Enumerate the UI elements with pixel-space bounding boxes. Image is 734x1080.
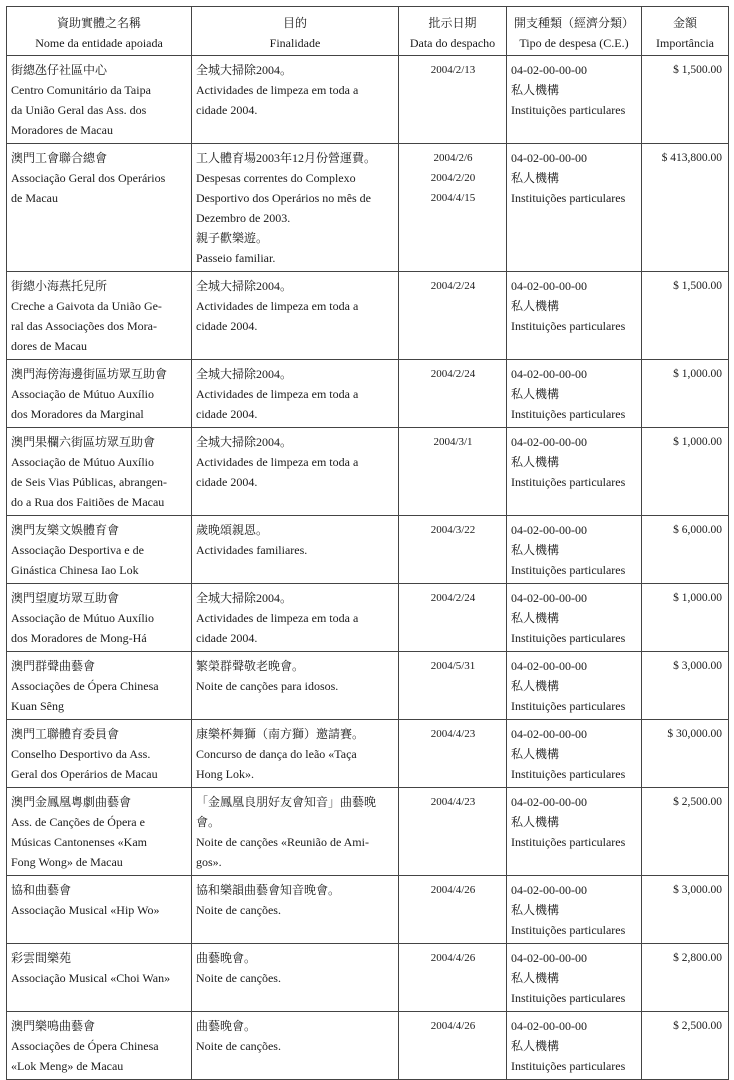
expense-type-line: 04-02-00-00-00 [511, 795, 587, 809]
entity-cell [7, 360, 192, 428]
entity-line: 彩雲間樂苑 [11, 951, 72, 965]
entity-line: 街總氹仔社區中心 [11, 63, 108, 77]
expense-type-cell [507, 788, 642, 876]
expense-type-line: Instituições particulares [511, 563, 626, 577]
purpose-cell [192, 360, 399, 428]
table-body [7, 56, 729, 1080]
amount-value: $ 3,000.00 [673, 660, 722, 672]
purpose-line: 曲藝晚會。 [196, 951, 257, 965]
purpose-line: Dezembro de 2003. [196, 211, 291, 225]
amount-value: $ 1,000.00 [673, 592, 722, 604]
expense-type-cell [507, 652, 642, 720]
entity-cell [7, 944, 192, 1012]
date-line: 2004/2/24 [430, 368, 476, 380]
expense-type-line: 私人機構 [511, 747, 560, 761]
amount-cell [642, 144, 729, 272]
expense-type-cell [507, 876, 642, 944]
expense-type-cell [507, 584, 642, 652]
table-row [7, 56, 729, 144]
purpose-line: 協和樂韻曲藝會知音晚會。 [196, 883, 341, 897]
entity-line: Associação de Mútuo Auxílio [11, 455, 154, 469]
expense-type-cell [507, 144, 642, 272]
expense-type-line: 04-02-00-00-00 [511, 951, 587, 965]
table-row [7, 652, 729, 720]
date-cell [399, 876, 507, 944]
expense-type-line: 私人機構 [511, 1039, 560, 1053]
purpose-cell [192, 652, 399, 720]
table-row [7, 876, 729, 944]
amount-cell [642, 788, 729, 876]
expense-type-line: 私人機構 [511, 83, 560, 97]
entity-cell [7, 720, 192, 788]
entity-cell [7, 584, 192, 652]
table-row [7, 428, 729, 516]
purpose-line: Actividades de limpeza em toda a [196, 387, 359, 401]
subsidy-table [6, 6, 729, 1080]
entity-line: Associação Musical «Choi Wan» [11, 971, 171, 985]
date-line: 2004/4/26 [430, 952, 476, 964]
purpose-cell [192, 720, 399, 788]
amount-value: $ 1,500.00 [673, 280, 722, 292]
table-row [7, 788, 729, 876]
entity-line: 澳門友樂文娛體育會 [11, 523, 120, 537]
entity-line: 澳門樂鳴曲藝會 [11, 1019, 96, 1033]
entity-cell [7, 272, 192, 360]
amount-cell [642, 944, 729, 1012]
expense-type-line: 私人機構 [511, 679, 560, 693]
header-date: 批示日期 Data do despacho [399, 7, 507, 56]
date-line: 2004/4/23 [430, 796, 476, 808]
purpose-cell [192, 272, 399, 360]
entity-cell [7, 428, 192, 516]
entity-cell [7, 788, 192, 876]
expense-type-line: 私人機構 [511, 903, 560, 917]
expense-type-line: Instituições particulares [511, 699, 626, 713]
header-expense-type: 開支種類（經濟分類） Tipo de despesa (C.E.) [507, 7, 642, 56]
date-line: 2004/2/24 [430, 280, 476, 292]
expense-type-line: 私人機構 [511, 387, 560, 401]
expense-type-line: Instituições particulares [511, 103, 626, 117]
table-row [7, 272, 729, 360]
expense-type-line: 04-02-00-00-00 [511, 727, 587, 741]
purpose-line: Noite de canções. [196, 903, 281, 917]
date-line: 2004/4/23 [430, 728, 476, 740]
purpose-line: 歲晚頌親恩。 [196, 523, 269, 537]
date-line: 2004/2/6 [433, 152, 473, 164]
amount-value: $ 2,500.00 [673, 796, 722, 808]
entity-line: da União Geral das Ass. dos [11, 103, 147, 117]
table-row [7, 944, 729, 1012]
entity-line: Fong Wong» de Macau [11, 855, 123, 869]
expense-type-cell [507, 1012, 642, 1080]
table-row [7, 584, 729, 652]
amount-cell [642, 876, 729, 944]
expense-type-line: Instituições particulares [511, 835, 626, 849]
purpose-line: Actividades de limpeza em toda a [196, 611, 359, 625]
amount-cell [642, 516, 729, 584]
purpose-line: 親子歡樂遊。 [196, 231, 269, 245]
date-line: 2004/2/24 [430, 592, 476, 604]
entity-line: Centro Comunitário da Taipa [11, 83, 151, 97]
purpose-line: 會。 [196, 815, 221, 829]
purpose-line: 曲藝晚會。 [196, 1019, 257, 1033]
expense-type-line: 04-02-00-00-00 [511, 523, 587, 537]
entity-line: Associação de Mútuo Auxílio [11, 387, 154, 401]
expense-type-line: 私人機構 [511, 299, 560, 313]
header-purpose: 目的 Finalidade [192, 7, 399, 56]
purpose-line: 康樂杯舞獅（南方獅）邀請賽。 [196, 727, 365, 741]
table-row [7, 720, 729, 788]
date-line: 2004/2/20 [430, 172, 476, 184]
purpose-line: cidade 2004. [196, 407, 258, 421]
date-line: 2004/4/15 [430, 192, 476, 204]
date-line: 2004/3/1 [433, 436, 473, 448]
expense-type-line: Instituições particulares [511, 923, 626, 937]
expense-type-line: Instituições particulares [511, 319, 626, 333]
purpose-line: Noite de canções «Reunião de Ami- [196, 835, 369, 849]
date-line: 2004/2/13 [430, 64, 476, 76]
expense-type-line: 04-02-00-00-00 [511, 1019, 587, 1033]
entity-cell [7, 56, 192, 144]
expense-type-line: 04-02-00-00-00 [511, 367, 587, 381]
entity-line: 澳門望廈坊眾互助會 [11, 591, 120, 605]
expense-type-line: Instituições particulares [511, 475, 626, 489]
date-cell [399, 788, 507, 876]
purpose-cell [192, 584, 399, 652]
entity-line: Associações de Ópera Chinesa [11, 1039, 159, 1053]
entity-line: 澳門工會聯合總會 [11, 151, 108, 165]
entity-cell [7, 1012, 192, 1080]
entity-line: 街總小海燕托兒所 [11, 279, 108, 293]
amount-value: $ 2,500.00 [673, 1020, 722, 1032]
purpose-line: Hong Lok». [196, 767, 254, 781]
purpose-line: 全城大掃除2004。 [196, 435, 293, 449]
amount-value: $ 413,800.00 [661, 152, 722, 164]
entity-cell [7, 876, 192, 944]
purpose-line: 工人體育場2003年12月份營運費。 [196, 151, 377, 165]
date-cell [399, 720, 507, 788]
date-cell [399, 272, 507, 360]
amount-cell [642, 428, 729, 516]
entity-line: «Lok Meng» de Macau [11, 1059, 124, 1073]
entity-line: dos Moradores de Mong-Há [11, 631, 147, 645]
expense-type-line: 私人機構 [511, 543, 560, 557]
amount-value: $ 1,500.00 [673, 64, 722, 76]
expense-type-line: 04-02-00-00-00 [511, 279, 587, 293]
purpose-cell [192, 788, 399, 876]
entity-line: Ass. de Canções de Ópera e [11, 815, 145, 829]
table-row [7, 1012, 729, 1080]
purpose-line: gos». [196, 855, 222, 869]
purpose-line: 全城大掃除2004。 [196, 279, 293, 293]
entity-cell [7, 144, 192, 272]
amount-value: $ 3,000.00 [673, 884, 722, 896]
amount-cell [642, 584, 729, 652]
entity-line: Músicas Cantonenses «Kam [11, 835, 147, 849]
purpose-line: Actividades de limpeza em toda a [196, 83, 359, 97]
entity-line: de Seis Vias Públicas, abrangen- [11, 475, 168, 489]
header-entity: 資助實體之名稱 Nome da entidade apoiada [7, 7, 192, 56]
entity-line: dos Moradores da Marginal [11, 407, 144, 421]
purpose-line: 全城大掃除2004。 [196, 591, 293, 605]
expense-type-cell [507, 428, 642, 516]
entity-line: 澳門工聯體育委員會 [11, 727, 120, 741]
expense-type-cell [507, 56, 642, 144]
expense-type-line: 私人機構 [511, 611, 560, 625]
date-cell [399, 56, 507, 144]
expense-type-line: Instituições particulares [511, 991, 626, 1005]
purpose-line: cidade 2004. [196, 319, 258, 333]
entity-line: 澳門果欄六街區坊眾互助會 [11, 435, 156, 449]
expense-type-line: 04-02-00-00-00 [511, 151, 587, 165]
entity-line: ral das Associações dos Mora- [11, 319, 157, 333]
entity-line: 澳門金鳳凰粵劇曲藝會 [11, 795, 132, 809]
table-row [7, 144, 729, 272]
header-row [7, 7, 729, 56]
purpose-line: 全城大掃除2004。 [196, 63, 293, 77]
date-cell [399, 944, 507, 1012]
entity-line: 澳門海傍海邊街區坊眾互助會 [11, 367, 168, 381]
entity-line: Conselho Desportivo da Ass. [11, 747, 151, 761]
entity-line: 協和曲藝會 [11, 883, 72, 897]
purpose-line: Despesas correntes do Complexo [196, 171, 356, 185]
entity-line: dores de Macau [11, 339, 87, 353]
entity-line: Associações de Ópera Chinesa [11, 679, 159, 693]
date-cell [399, 652, 507, 720]
date-cell [399, 1012, 507, 1080]
entity-cell [7, 652, 192, 720]
entity-line: Moradores de Macau [11, 123, 113, 137]
expense-type-line: 04-02-00-00-00 [511, 883, 587, 897]
expense-type-cell [507, 360, 642, 428]
purpose-line: Desportivo dos Operários no mês de [196, 191, 371, 205]
expense-type-line: 私人機構 [511, 171, 560, 185]
purpose-cell [192, 1012, 399, 1080]
entity-line: de Macau [11, 191, 58, 205]
purpose-line: cidade 2004. [196, 103, 258, 117]
expense-type-line: Instituições particulares [511, 1059, 626, 1073]
entity-line: Associação Musical «Hip Wo» [11, 903, 160, 917]
amount-cell [642, 272, 729, 360]
entity-line: Associação Geral dos Operários [11, 171, 166, 185]
purpose-line: cidade 2004. [196, 475, 258, 489]
amount-cell [642, 1012, 729, 1080]
purpose-line: cidade 2004. [196, 631, 258, 645]
expense-type-line: Instituições particulares [511, 767, 626, 781]
header-amount: 金額 Importância [642, 7, 729, 56]
purpose-cell [192, 516, 399, 584]
amount-value: $ 30,000.00 [667, 728, 722, 740]
expense-type-cell [507, 272, 642, 360]
table-row [7, 360, 729, 428]
date-cell [399, 428, 507, 516]
amount-value: $ 1,000.00 [673, 368, 722, 380]
purpose-cell [192, 144, 399, 272]
expense-type-line: 04-02-00-00-00 [511, 63, 587, 77]
purpose-line: Concurso de dança do leão «Taça [196, 747, 357, 761]
expense-type-line: 04-02-00-00-00 [511, 659, 587, 673]
purpose-line: Actividades de limpeza em toda a [196, 455, 359, 469]
date-line: 2004/4/26 [430, 1020, 476, 1032]
purpose-line: 「金鳳凰良朋好友會知音」曲藝晚 [196, 795, 377, 809]
expense-type-line: 私人機構 [511, 815, 560, 829]
expense-type-cell [507, 720, 642, 788]
amount-value: $ 2,800.00 [673, 952, 722, 964]
expense-type-line: Instituições particulares [511, 191, 626, 205]
entity-line: Associação Desportiva e de [11, 543, 144, 557]
purpose-line: Actividades de limpeza em toda a [196, 299, 359, 313]
date-cell [399, 584, 507, 652]
date-cell [399, 144, 507, 272]
amount-cell [642, 360, 729, 428]
expense-type-line: 04-02-00-00-00 [511, 435, 587, 449]
expense-type-line: 04-02-00-00-00 [511, 591, 587, 605]
date-line: 2004/3/22 [430, 524, 476, 536]
expense-type-line: 私人機構 [511, 455, 560, 469]
amount-cell [642, 56, 729, 144]
expense-type-line: 私人機構 [511, 971, 560, 985]
date-line: 2004/4/26 [430, 884, 476, 896]
purpose-line: Noite de canções. [196, 971, 281, 985]
entity-line: Associação de Mútuo Auxílio [11, 611, 154, 625]
expense-type-line: Instituições particulares [511, 407, 626, 421]
date-line: 2004/5/31 [430, 660, 476, 672]
amount-value: $ 1,000.00 [673, 436, 722, 448]
entity-cell [7, 516, 192, 584]
purpose-line: Actividades familiares. [196, 543, 308, 557]
date-cell [399, 516, 507, 584]
entity-line: Creche a Gaivota da União Ge- [11, 299, 162, 313]
expense-type-cell [507, 516, 642, 584]
amount-value: $ 6,000.00 [673, 524, 722, 536]
entity-line: do a Rua dos Faitiões de Macau [11, 495, 165, 509]
date-cell [399, 360, 507, 428]
expense-type-line: Instituições particulares [511, 631, 626, 645]
expense-type-cell [507, 944, 642, 1012]
entity-line: 澳門群聲曲藝會 [11, 659, 96, 673]
entity-line: Ginástica Chinesa Iao Lok [11, 563, 139, 577]
purpose-cell [192, 944, 399, 1012]
purpose-line: 全城大掃除2004。 [196, 367, 293, 381]
amount-cell [642, 720, 729, 788]
entity-line: Kuan Sêng [11, 699, 64, 713]
amount-cell [642, 652, 729, 720]
purpose-line: 繁榮群聲敬老晚會。 [196, 659, 305, 673]
table-row [7, 516, 729, 584]
purpose-line: Noite de canções. [196, 1039, 281, 1053]
entity-line: Geral dos Operários de Macau [11, 767, 158, 781]
purpose-line: Noite de canções para idosos. [196, 679, 339, 693]
purpose-cell [192, 428, 399, 516]
purpose-line: Passeio familiar. [196, 251, 276, 265]
purpose-cell [192, 56, 399, 144]
purpose-cell [192, 876, 399, 944]
